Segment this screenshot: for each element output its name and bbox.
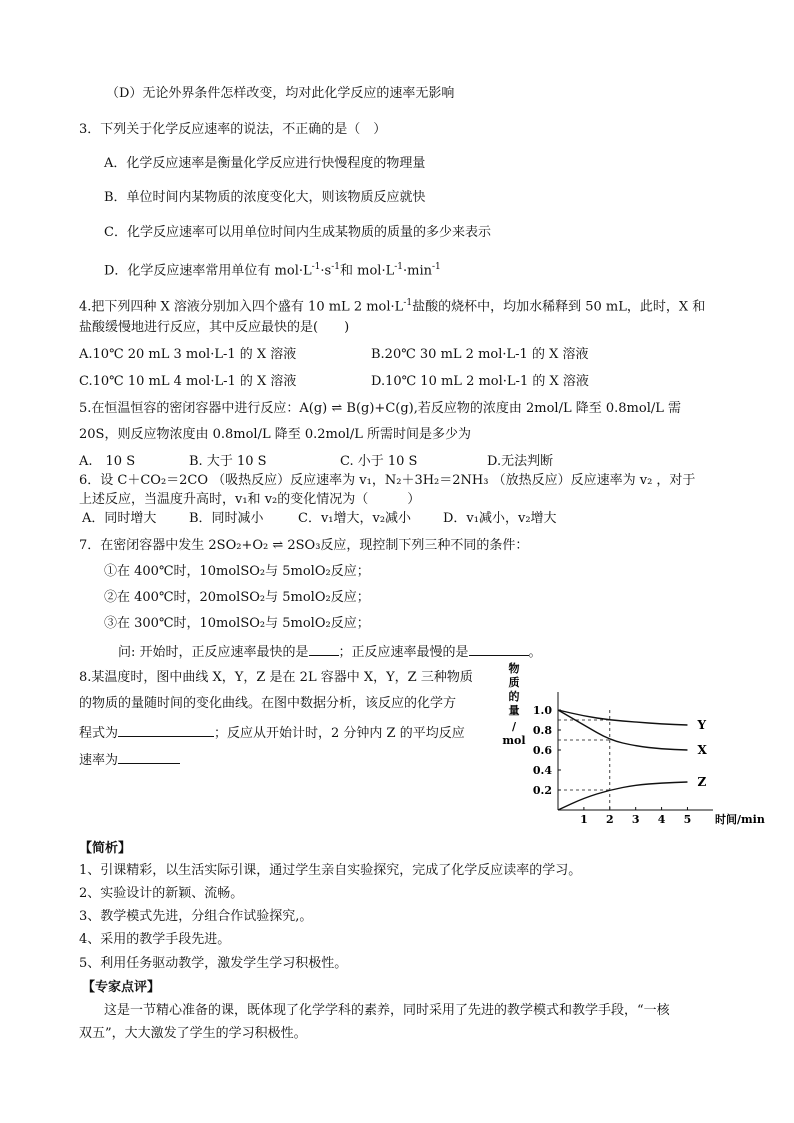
series-label-X: X — [697, 743, 707, 757]
series-line-Z — [558, 782, 687, 810]
q8-line-1: 8.某温度时，图中曲线 X，Y，Z 是在 2L 容器中 X，Y，Z 三种物质 — [79, 670, 473, 685]
x-tick-label: 3 — [631, 813, 640, 826]
x-tick-label: 2 — [605, 813, 614, 826]
q7-condition-2: ②在 400℃时，20molSO₂与 5molO₂反应； — [104, 590, 370, 605]
series-label-Y: Y — [697, 718, 707, 732]
q5-option-a: A. 10 S — [79, 454, 136, 469]
q4-option-a: A.10℃ 20 mL 3 mol·L-1 的 X 溶液 — [79, 347, 297, 362]
q6-option-c: C．v₁增大，v₂减小 — [298, 511, 412, 526]
answer-blank-equation[interactable] — [118, 722, 214, 737]
q7-stem: 7．在密闭容器中发生 2SO₂+O₂ ⇌ 2SO₃反应，现控制下列三种不同的条件： — [79, 538, 529, 553]
expert-heading: 【专家点评】 — [82, 980, 161, 995]
q7-question: 问: 开始时，正反应速率最快的是 ；正反应速率最慢的是 。 — [118, 641, 542, 662]
analysis-point-4: 4、采用的教学手段先进。 — [79, 932, 231, 947]
chart-series — [558, 710, 687, 810]
answer-blank-slowest[interactable] — [469, 641, 529, 656]
y-axis-label-slash: / — [511, 720, 517, 733]
analysis-heading: 【简析】 — [79, 841, 132, 856]
chart-labels — [502, 661, 764, 826]
analysis-point-2: 2、实验设计的新颖、流畅。 — [79, 886, 244, 901]
q5-stem-2: 20S，则反应物浓度由 0.8mol/L 降至 0.2mol/L 所需时间是多少为 — [79, 427, 471, 442]
q6-option-b: B．同时减小 — [189, 511, 264, 526]
expert-line-1: 这是一节精心准备的课，既体现了化学学科的素养，同时采用了先进的教学模式和教学手段，“一核 — [104, 1003, 670, 1018]
q4-stem-1: 4.把下列四种 X 溶液分别加入四个盛有 10 mL 2 $mol\cdot L^{-1}$盐酸的烧杯中，均加水稀释到 50 mL，此时，X 和 — [79, 298, 706, 315]
y-axis-label-unit: mol — [502, 734, 526, 747]
q5-stem-1: 5.在恒温恒容的密闭容器中进行反应：A(g) ⇌ B(g)+C(g),若反应物的浓度由 2mol/L 降至 0.8mol/L 需 — [79, 401, 681, 416]
x-tick-label: 1 — [580, 813, 588, 826]
y-tick-label: 0.8 — [532, 724, 552, 737]
q8-line-3: 程式为 ；反应从开始计时，2 分钟内 Z 的平均反应 — [79, 722, 465, 743]
q6-option-d: D．v₁减小，v₂增大 — [443, 511, 557, 526]
q5-option-b: B. 大于 10 S — [189, 454, 267, 469]
x-axis-label: 时间/min — [715, 813, 765, 826]
y-axis-label-char: 的 — [508, 690, 520, 703]
q6-stem-2: 上述反应，当温度升高时，v₁和 v₂的变化情况为（ ） — [79, 492, 421, 507]
q7-condition-1: ①在 400℃时，10molSO₂与 5molO₂反应； — [104, 564, 370, 579]
y-axis-label-char: 质 — [508, 676, 520, 689]
q3-option-b: B．单位时间内某物质的浓度变化大，则该物质反应就快 — [104, 190, 426, 205]
x-tick-label: 4 — [657, 813, 666, 826]
q5-option-d: D.无法判断 — [487, 454, 554, 469]
q8-line-4: 速率为 — [79, 749, 180, 770]
q8-chart — [500, 660, 765, 830]
q3-option-c: C．化学反应速率可以用单位时间内生成某物质的质量的多少来表示 — [104, 225, 491, 240]
x-tick-label: 5 — [683, 813, 692, 826]
chart-axes — [558, 692, 713, 810]
y-tick-label: 0.2 — [532, 784, 552, 797]
analysis-point-1: 1、引课精彩，以生活实际引课，通过学生亲自实验探究，完成了化学反应读率的学习。 — [79, 863, 582, 878]
y-tick-label: 0.6 — [532, 744, 552, 757]
q6-stem-1: 6．设 C＋CO₂＝2CO （吸热反应）反应速率为 v₁，N₂＋3H₂＝2NH₃ （放热反应）反应速率为 v₂ ，对于 — [79, 473, 696, 488]
q4-stem-2: 盐酸缓慢地进行反应，其中反应最快的是( ) — [79, 320, 350, 335]
expert-line-2: 双五”，大大激发了学生的学习积极性。 — [79, 1026, 307, 1041]
answer-blank-rate[interactable] — [118, 749, 180, 764]
y-axis-label-char: 量 — [508, 704, 520, 717]
series-line-Y — [558, 710, 687, 725]
y-axis-label-char: 物 — [508, 662, 520, 675]
series-label-Z: Z — [697, 775, 707, 789]
q4-option-c: C.10℃ 10 mL 4 mol·L-1 的 X 溶液 — [79, 374, 297, 389]
q5-option-c: C. 小于 10 S — [340, 454, 418, 469]
y-tick-label: 0.4 — [532, 764, 552, 777]
q4-option-b: B.20℃ 30 mL 2 mol·L-1 的 X 溶液 — [371, 347, 589, 362]
q2-option-d: （D）无论外界条件怎样改变，均对此化学反应的速率无影响 — [106, 86, 455, 101]
y-tick-label: 1.0 — [532, 704, 552, 717]
q3-stem: 3．下列关于化学反应速率的说法，不正确的是（ ） — [79, 122, 387, 137]
analysis-point-3: 3、教学模式先进，分组合作试验探究,。 — [79, 909, 313, 924]
analysis-point-5: 5、利用任务驱动教学，激发学生学习积极性。 — [79, 956, 348, 971]
q3-option-a: A．化学反应速率是衡量化学反应进行快慢程度的物理量 — [104, 156, 426, 171]
series-line-X — [558, 710, 687, 750]
q8-line-2: 的物质的量随时间的变化曲线。在图中数据分析，该反应的化学方 — [79, 696, 457, 711]
q3-option-d: D．化学反应速率常用单位有 $mol\cdot L^{-1}\cdot s^{-1}$和 $mol\cdot L^{-1}\cdot\min^{-1}$ — [104, 262, 441, 279]
q6-option-a: A．同时增大 — [82, 511, 157, 526]
q7-condition-3: ③在 300℃时，10molSO₂与 5molO₂反应； — [104, 616, 370, 631]
answer-blank-fastest[interactable] — [309, 641, 339, 656]
q4-option-d: D.10℃ 10 mL 2 mol·L-1 的 X 溶液 — [371, 374, 589, 389]
